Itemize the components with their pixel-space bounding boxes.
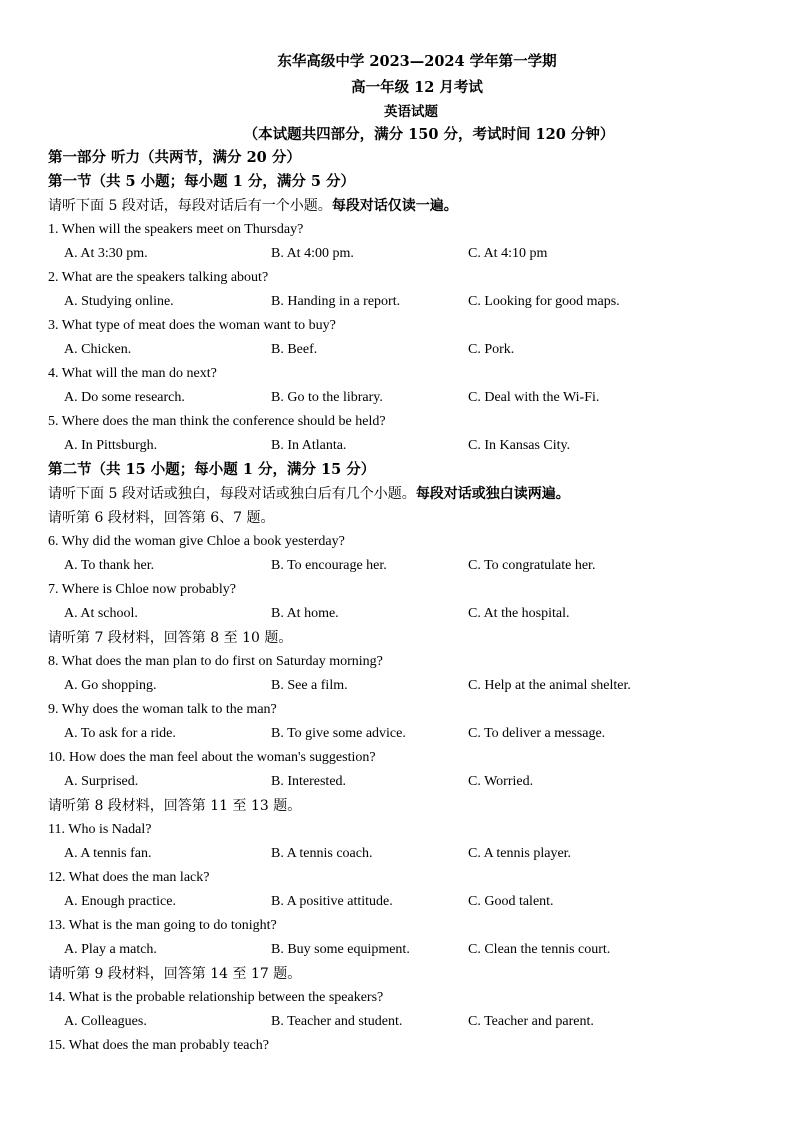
question-stem: 8. What does the man plan to do first on Saturday morning?	[48, 654, 383, 669]
option-a: A. Chicken.	[64, 342, 132, 357]
subject-title: 英语试题	[384, 104, 438, 120]
option-b: B. Interested.	[271, 774, 347, 789]
option-a: A. At 3:30 pm.	[64, 246, 148, 261]
option-b: B. Go to the library.	[271, 390, 383, 405]
question-stem: 2. What are the speakers talking about?	[48, 270, 269, 285]
question-stem: 11. Who is Nadal?	[48, 822, 152, 837]
option-c: C. At the hospital.	[468, 606, 570, 621]
material-8-instruction: 请听第 8 段材料，回答第 11 至 13 题。	[48, 798, 302, 814]
option-b: B. To give some advice.	[271, 726, 406, 741]
option-b: B. At home.	[271, 606, 339, 621]
material-6-instruction: 请听第 6 段材料，回答第 6、7 题。	[48, 510, 275, 526]
question-stem: 14. What is the probable relationship between the speakers?	[48, 990, 384, 1005]
option-b: B. Beef.	[271, 342, 318, 357]
options-row	[64, 940, 764, 960]
options-row	[64, 724, 764, 744]
instruction-emphasis: 每段对话或独白读两遍。	[415, 486, 570, 502]
question-stem: 3. What type of meat does the woman want to buy?	[48, 318, 336, 333]
question-stem: 13. What is the man going to do tonight?	[48, 918, 277, 933]
question-stem: 15. What does the man probably teach?	[48, 1038, 269, 1053]
option-c: C. Deal with the Wi-Fi.	[468, 390, 600, 405]
option-b: B. Teacher and student.	[271, 1014, 403, 1029]
material-7-instruction: 请听第 7 段材料，回答第 8 至 10 题。	[48, 630, 293, 646]
material-9-instruction: 请听第 9 段材料，回答第 14 至 17 题。	[48, 966, 302, 982]
exam-title: 高一年级 12 月考试	[351, 79, 483, 96]
option-b: B. Handing in a report.	[271, 294, 401, 309]
school-term-title: 东华高级中学 2023—2024 学年第一学期	[277, 53, 557, 70]
option-b: B. At 4:00 pm.	[271, 246, 354, 261]
option-a: A. Enough practice.	[64, 894, 176, 909]
section2-title: 第二节（共 15 小题；每小题 1 分，满分 15 分）	[48, 461, 376, 478]
option-b: B. A positive attitude.	[271, 894, 393, 909]
question-stem: 6. Why did the woman give Chloe a book yesterday?	[48, 534, 345, 549]
option-c: C. Worried.	[468, 774, 534, 789]
instruction-emphasis: 每段对话仅读一遍。	[331, 198, 458, 214]
option-c: C. Looking for good maps.	[468, 294, 620, 309]
option-a: A. To thank her.	[64, 558, 155, 573]
section1-instructions	[48, 196, 458, 216]
options-row	[64, 556, 764, 576]
option-c: C. Teacher and parent.	[468, 1014, 594, 1029]
question-stem: 9. Why does the woman talk to the man?	[48, 702, 277, 717]
part1-title: 第一部分 听力（共两节，满分 20 分）	[48, 149, 301, 166]
options-row	[64, 244, 764, 264]
options-row	[64, 844, 764, 864]
option-a: A. At school.	[64, 606, 138, 621]
options-row	[64, 676, 764, 696]
options-row	[64, 604, 764, 624]
option-a: A. A tennis fan.	[64, 846, 152, 861]
section1-title: 第一节（共 5 小题；每小题 1 分，满分 5 分）	[48, 173, 356, 190]
option-c: C. In Kansas City.	[468, 438, 571, 453]
option-b: B. In Atlanta.	[271, 438, 347, 453]
question-stem: 4. What will the man do next?	[48, 366, 217, 381]
option-c: C. At 4:10 pm	[468, 246, 548, 261]
option-a: A. To ask for a ride.	[64, 726, 176, 741]
option-a: A. Go shopping.	[64, 678, 157, 693]
options-row	[64, 292, 764, 312]
option-b: B. A tennis coach.	[271, 846, 373, 861]
options-row	[64, 892, 764, 912]
question-stem: 10. How does the man feel about the woman's suggestion?	[48, 750, 376, 765]
question-stem: 12. What does the man lack?	[48, 870, 210, 885]
options-row	[64, 388, 764, 408]
option-c: C. To congratulate her.	[468, 558, 596, 573]
question-stem: 7. Where is Chloe now probably?	[48, 582, 236, 597]
option-a: A. In Pittsburgh.	[64, 438, 158, 453]
section2-instructions	[48, 484, 570, 504]
option-a: A. Surprised.	[64, 774, 139, 789]
options-row	[64, 1012, 764, 1032]
option-c: C. Pork.	[468, 342, 515, 357]
option-c: C. A tennis player.	[468, 846, 572, 861]
option-b: B. See a film.	[271, 678, 348, 693]
instruction-text: 请听下面 5 段对话或独白，每段对话或独白后有几个小题。	[48, 486, 416, 502]
option-c: C. Clean the tennis court.	[468, 942, 611, 957]
question-stem: 1. When will the speakers meet on Thursday?	[48, 222, 304, 237]
option-b: B. Buy some equipment.	[271, 942, 410, 957]
option-a: A. Colleagues.	[64, 1014, 147, 1029]
option-c: C. Good talent.	[468, 894, 554, 909]
option-a: A. Studying online.	[64, 294, 174, 309]
option-a: A. Play a match.	[64, 942, 157, 957]
options-row	[64, 340, 764, 360]
option-c: C. Help at the animal shelter.	[468, 678, 631, 693]
exam-note: （本试题共四部分，满分 150 分，考试时间 120 分钟）	[243, 126, 615, 143]
question-stem: 5. Where does the man think the conference should be held?	[48, 414, 386, 429]
option-b: B. To encourage her.	[271, 558, 387, 573]
option-a: A. Do some research.	[64, 390, 185, 405]
options-row	[64, 436, 764, 456]
options-row	[64, 772, 764, 792]
option-c: C. To deliver a message.	[468, 726, 606, 741]
instruction-text: 请听下面 5 段对话，每段对话后有一个小题。	[48, 198, 332, 214]
